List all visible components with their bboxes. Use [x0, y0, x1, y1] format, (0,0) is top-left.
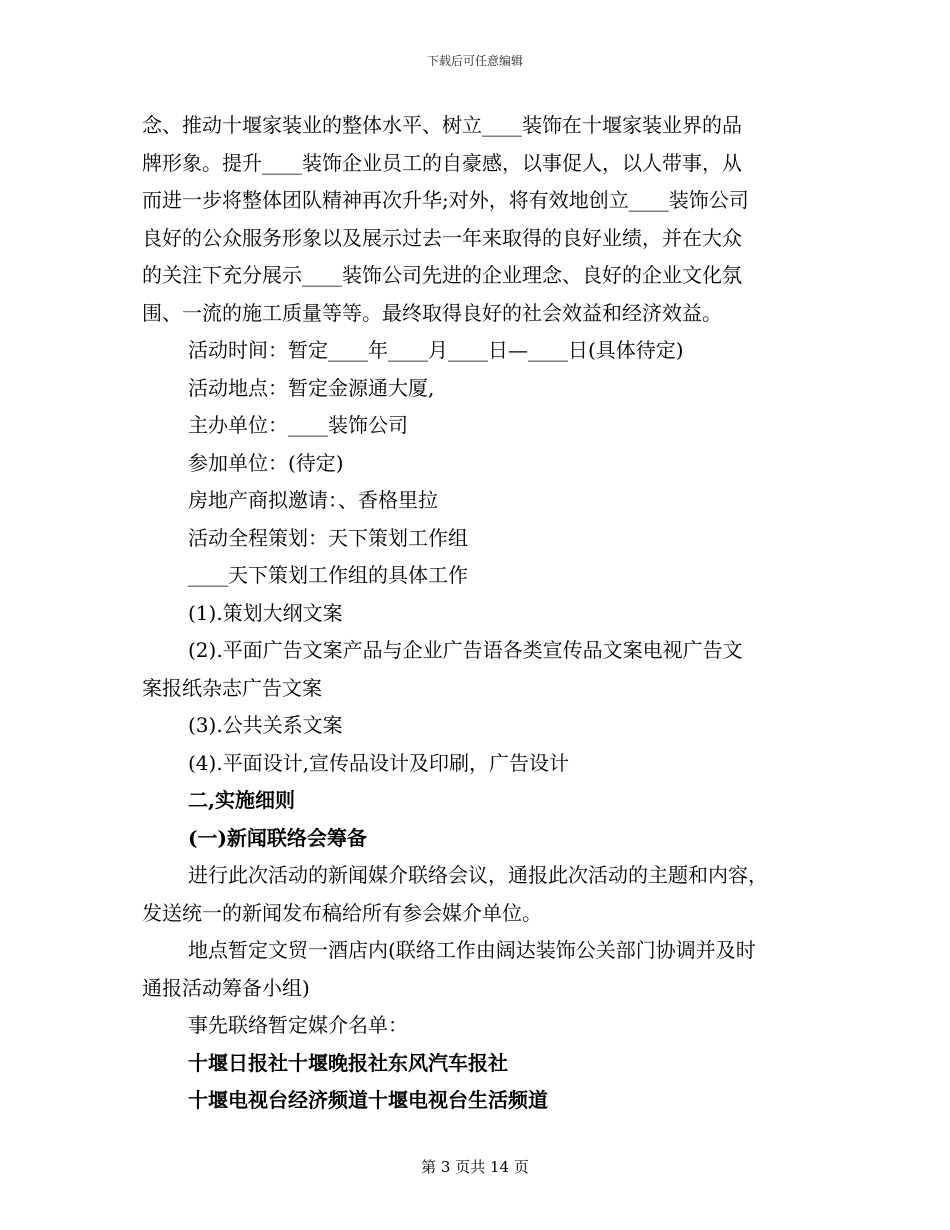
text-line: 主办单位：____装饰公司	[188, 413, 408, 437]
text-line: 发送统一的新闻发布稿给所有参会媒介单位。	[142, 900, 542, 925]
text-line: ____天下策划工作组的具体工作	[188, 563, 468, 587]
text-line: (1).策划大纲文案	[188, 600, 343, 625]
page-header: 下载后可任意编辑	[426, 54, 523, 68]
text-line: 通报活动筹备小组)	[142, 975, 310, 1000]
text-line: 案报纸杂志广告文案	[142, 675, 322, 700]
text-line: 而进一步将整体团队精神再次升华;对外，将有效地创立____装饰公司	[142, 188, 749, 212]
text-line: 进行此次活动的新闻媒介联络会议，通报此次活动的主题和内容，	[188, 863, 768, 887]
text-line: 事先联络暂定媒介名单：	[188, 1013, 408, 1037]
text-line: 房地产商拟邀请：、香格里拉	[188, 488, 438, 512]
text-line: 念、推动十堰家装业的整体水平、树立____装饰在十堰家装业界的品	[142, 113, 742, 137]
text-line: 地点暂定文贸一酒店内(联络工作由阔达装饰公关部门协调并及时	[188, 938, 756, 962]
text-line: 活动地点：暂定金源通大厦,	[188, 375, 435, 400]
text-line: 牌形象。提升____装饰企业员工的自豪感，以事促人，以人带事，从	[142, 150, 742, 175]
heading-line: 十堰电视台经济频道十堰电视台生活频道	[188, 1088, 548, 1112]
text-line: (2).平面广告文案产品与企业广告语各类宣传品文案电视广告文	[188, 638, 743, 662]
text-line: 活动全程策划：天下策划工作组	[188, 525, 468, 550]
document-body	[142, 107, 810, 1120]
heading-line: 十堰日报社十堰晚报社东风汽车报社	[188, 1050, 508, 1075]
text-line: 参加单位：(待定)	[188, 450, 344, 475]
text-line: 围、一流的施工质量等等。最终取得良好的社会效益和经济效益。	[142, 300, 722, 325]
text-line: (4).平面设计,宣传品设计及印刷，广告设计	[188, 750, 570, 775]
text-line: (3).公共关系文案	[188, 713, 343, 737]
heading-line: 二,实施细则	[188, 788, 295, 812]
text-line: 活动时间：暂定____年____月____日—____日(具体待定)	[188, 338, 684, 362]
text-line: 良好的公众服务形象以及展示过去一年来取得的良好业绩，并在大众	[142, 225, 742, 250]
text-line: 的关注下充分展示____装饰公司先进的企业理念、良好的企业文化氛	[142, 263, 742, 287]
page-footer: 第 3 页共 14 页	[421, 1158, 529, 1176]
heading-line: (一)新闻联络会筹备	[188, 825, 367, 850]
